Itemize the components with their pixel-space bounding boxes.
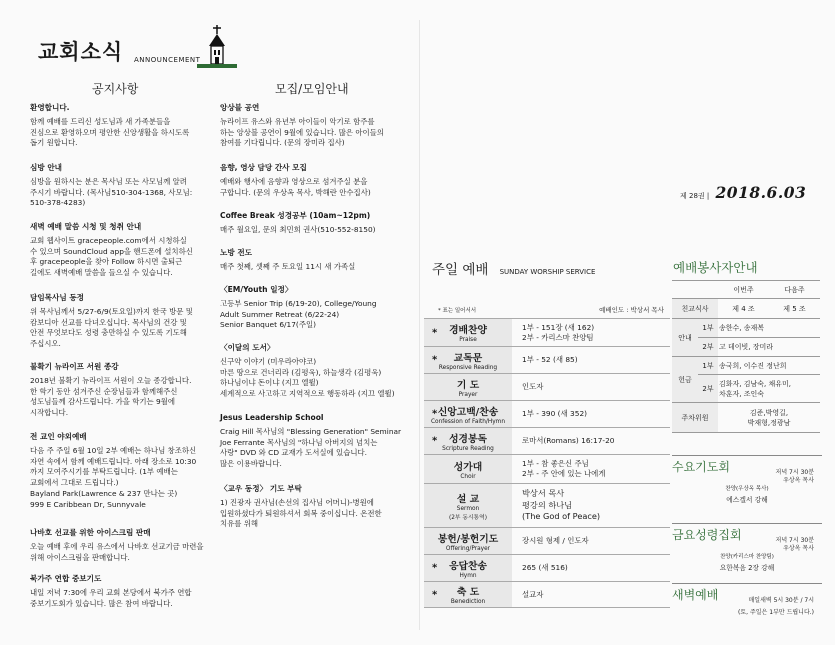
notice-body: 1) 진광자 권사님(손선의 집사님 어머니)-병원에 입원하셨다가 퇴원하셔서 회복 중이십니다. 온전한 치유를 위해 — [220, 497, 382, 529]
order-item-name — [424, 455, 512, 483]
order-item-english: Praise — [459, 337, 477, 343]
notice-body: 내일 저녁 7:30에 우리 교회 본당에서 북가주 연합 중보기도회가 있습니다. 많은 참여 바랍니다. — [30, 587, 192, 608]
notice-title: 전 교인 야외예배 — [30, 432, 87, 441]
order-row-scripture — [424, 427, 670, 454]
notice-body: 예배와 행사에 음향과 영상으로 섬겨주실 분을 구합니다. (문의 우상옥 목사, 박해란 안수집사) — [220, 176, 371, 197]
service-note: (토, 주일은 1부만 드립니다.) — [738, 609, 814, 616]
fellowship-this: 제 4 조 — [718, 299, 769, 319]
table-row — [672, 319, 820, 338]
notice-body: 매주 첫째, 셋째 주 토요일 11시 새 가족실 — [220, 261, 356, 271]
order-item-detail: 박상서 목사 평강의 하나님 (The God of Peace) — [522, 488, 601, 522]
service-name: 새벽예배 — [672, 588, 719, 602]
order-item-english: Choir — [460, 473, 476, 480]
order-item-english: Sermon (2부 동시통역) — [448, 505, 488, 521]
order-item-detail: 장시원 형제 / 인도자 — [522, 536, 589, 545]
worship-subtitle: SUNDAY WORSHIP SERVICE — [499, 268, 596, 276]
notice-body: 매주 월요일, 문의 최민희 권사(510-552-8150) — [220, 224, 376, 234]
notice-title: 심방 안내 — [30, 163, 62, 172]
wednesday-prayer — [672, 455, 822, 506]
worship-order — [424, 318, 670, 608]
recruit-em-youth — [220, 285, 410, 331]
order-row-benediction — [424, 581, 670, 608]
standing-note: * 표는 일어서서 — [438, 308, 477, 314]
order-item-korean: 성가대 — [453, 461, 483, 473]
usher-1-names: 송한수, 송재복 — [718, 319, 820, 338]
offering-2-label: 2부 — [698, 375, 718, 403]
parking-label: 주차위원 — [672, 403, 718, 433]
notice-body: 신구약 이야기 (미우라아야코) 마른 땅으로 건너리라 (김평욱), 하늘생각 (김평욱) 하나님이냐 돈이냐 (지끄 엘륄) 세계적으로 사고하고 지역적으로 행동하라 (지끄 엘륄) — [220, 356, 395, 399]
notice-visitation — [30, 163, 210, 209]
recruit-heading: 모집/모임안내 — [275, 82, 349, 96]
notice-title: 음향, 영상 담당 간사 모집 — [220, 163, 307, 172]
order-item-name — [424, 374, 512, 400]
divider-line — [672, 455, 822, 456]
service-time: 저녁 7시 30분 — [775, 537, 814, 544]
parking-names: 김준,박영길, 박재형,정광남 — [718, 403, 820, 433]
order-item-detail: 로마서(Romans) 16:17-20 — [522, 436, 615, 445]
worship-order-header — [438, 306, 664, 314]
order-row-prayer — [424, 373, 670, 400]
order-item-korean: 경배찬양 — [449, 325, 487, 336]
table-cell — [672, 281, 718, 299]
volunteers-table — [672, 280, 820, 433]
notice-title: 〈이달의 도서〉 — [220, 343, 275, 352]
order-item-detail: 1부 - 151장 (새 162) 2부 - 카리스마 찬양팀 — [522, 322, 595, 342]
recruit-books — [220, 343, 410, 400]
order-item-name — [424, 528, 512, 554]
service-preach — [672, 484, 822, 506]
order-row-confession — [424, 400, 670, 427]
service-speaker: 우상옥 목사 — [783, 545, 814, 552]
notice-title: 환영합니다. — [30, 103, 70, 112]
notice-icecream — [30, 528, 210, 563]
notice-pastor-news — [30, 293, 210, 350]
notice-body: 함께 예배를 드리신 성도님과 새 가족분들을 진심으로 환영하오며 평안한 신앙생활을 하시도록 돕기 원합니다. — [30, 116, 190, 148]
notice-welcome — [30, 103, 210, 149]
service-speaker: 우상옥 목사 — [783, 477, 814, 484]
notice-body: 고등부 Senior Trip (6/19-20), College/Young Adult Summer Retreat (6/22-24) Senior Banquet 6/17(주일) — [220, 298, 377, 330]
volunteers-title: 예배봉사자안내 — [673, 260, 758, 275]
standing-mark: * — [432, 408, 438, 420]
notice-body: 심방을 원하시는 분은 목사님 또는 사모님께 알려 주시기 바랍니다. (목사님510-304-1368, 사모님: 510-378-4283) — [30, 176, 193, 208]
recruit-evangelism — [220, 248, 410, 273]
order-item-english: Benediction — [450, 599, 486, 605]
table-row — [672, 357, 820, 375]
notice-title: Coffee Break 성경공부 (10am~12pm) — [220, 211, 371, 220]
order-row-responsive-reading — [424, 346, 670, 373]
order-row-hymn — [424, 554, 670, 581]
recruit-leadership-school — [220, 413, 410, 470]
notice-body: 뉴라이프 유스와 유년부 아이들이 악기로 함주를 하는 앙상블 공연이 9월에 있습니다. 많은 아이들의 참여를 기다립니다. (문의 장미라 집사) — [220, 116, 384, 148]
notice-body: Craig Hill 목사님의 "Blessing Generation" Seminar Joe Ferrante 목사님의 "하나님 아버지의 넘치는 사랑" DVD 와 CD 교재가 도서실에 있습니다. 많은 이용바랍니다. — [220, 426, 402, 469]
notice-title: 〈EM/Youth 일정〉 — [220, 285, 293, 294]
order-item-korean: 봉헌/봉헌기도 — [437, 533, 499, 545]
notice-body: 오늘 예배 후에 우리 유스에서 나바호 선교기금 마련을 위해 아이스크림을 판매합니다. — [30, 541, 204, 562]
order-item-korean: 축 도 — [456, 587, 480, 598]
order-item-english: Offering/Prayer — [445, 545, 491, 552]
order-item-english: Confession of Faith/Hymn — [431, 418, 505, 425]
order-item-detail: 인도자 — [522, 382, 544, 391]
table-row — [672, 299, 820, 319]
order-item-english: Hymn — [459, 572, 477, 579]
offering-1-label: 1부 — [698, 357, 718, 375]
usher-2-label: 2부 — [698, 338, 718, 357]
notice-title: 불확기 뉴라이프 서원 종강 — [30, 362, 119, 371]
friday-service — [672, 523, 822, 574]
order-row-praise — [424, 318, 670, 346]
notice-body: 위 목사님께서 5/27-6/9(토요일)까지 한국 방문 및 캄보디아 선교를 다녀오십니다. 목사님의 건강 및 안전 무엇보다도 성령 충만하실 수 있도록 기도해 주십시오. — [30, 306, 193, 349]
notice-body: 2018년 불확기 뉴라이프 서원이 오늘 종강합니다. 한 학기 동안 섬겨주신 순장님들과 함께해주신 성도님들께 감사드립니다. 가을 학기는 9월에 시작합니다. — [30, 375, 192, 418]
standing-mark: * — [432, 435, 438, 447]
issue-volume: 제 28권 — [680, 192, 705, 200]
service-time: 매일새벽 5시 30분 / 7시 — [748, 597, 814, 604]
church-icon — [197, 24, 237, 70]
issue-separator: | — [706, 192, 712, 200]
order-item-detail: 265 (새 516) — [522, 563, 568, 572]
worship-leader: 예배인도 : 박상서 목사 — [599, 306, 664, 314]
service-name: 금요성령집회 — [672, 528, 742, 542]
recruit-coffee-break — [220, 211, 410, 236]
preach-title: 요한복음 2장 강해 — [719, 564, 775, 572]
order-item-english: Responsive Reading — [438, 364, 498, 371]
notice-title: 새벽 예배 말씀 시청 및 청취 안내 — [30, 222, 142, 231]
dawn-service — [672, 583, 822, 616]
notice-outdoor-worship — [30, 432, 210, 511]
page-subtitle: ANNOUNCEMENT — [134, 56, 201, 64]
order-item-korean: 응답찬송 — [449, 560, 487, 572]
page-title: 교회소식 — [38, 40, 124, 64]
notice-title: 노방 전도 — [220, 248, 252, 257]
notice-prayer-meeting — [30, 574, 210, 609]
usher-label: 안내 — [672, 319, 698, 357]
standing-mark: * — [432, 354, 438, 366]
recruit-av-staff — [220, 163, 410, 198]
preach-speaker: 찬양(카리스마 찬양팀) — [720, 554, 774, 560]
notice-body: 다음 주 주일 6월 10일 2부 예배는 하나님 창조하신 자연 속에서 함께 예배드립니다. 아래 장소로 10:30 까지 모여주시기를 부탁드립니다. (1부 예배는 교회에서 그대로 드립니다.) Bayland Park(Lawrence & 237 만나는 곳) 999 E Caribbean Dr, Sunnyvale — [30, 445, 197, 509]
preach-title: 에스겔서 강해 — [726, 496, 768, 504]
offering-label: 헌금 — [672, 357, 698, 403]
order-row-choir — [424, 454, 670, 483]
order-item-detail: 1부 - 참 좋은신 주님 2부 - 주 안에 있는 나에게 — [522, 459, 606, 478]
order-item-name — [424, 484, 512, 527]
offering-2-names: 김화자, 김남숙, 채유미, 차훈자, 조인숙 — [718, 375, 820, 403]
order-item-korean: 설 교 — [456, 493, 480, 505]
service-name: 수요기도회 — [672, 460, 730, 474]
service-preach — [672, 552, 822, 574]
notice-title: 담임목사님 동정 — [30, 293, 84, 302]
notice-title: 북가주 연합 중보기도 — [30, 574, 102, 583]
order-item-detail: 1부 - 390 (새 352) — [522, 409, 588, 418]
order-item-korean: 기 도 — [456, 379, 480, 391]
order-item-korean: 신앙고백/찬송 — [437, 406, 499, 418]
divider-line — [672, 523, 822, 524]
order-item-english: Scripture Reading — [442, 445, 494, 452]
standing-mark: * — [432, 562, 438, 574]
order-item-detail: 1부 - 52 (새 85) — [522, 355, 578, 364]
table-row — [672, 403, 820, 433]
notices-heading: 공지사항 — [92, 82, 139, 96]
table-row — [672, 281, 820, 299]
divider-line — [672, 583, 822, 584]
standing-mark: * — [432, 327, 438, 338]
standing-mark: * — [432, 589, 438, 600]
order-item-korean: 교독문 — [453, 352, 483, 364]
order-item-detail: 설교자 — [522, 589, 544, 599]
issue-date: 2018.6.03 — [715, 183, 807, 202]
order-row-sermon — [424, 483, 670, 527]
notice-title: Jesus Leadership School — [220, 413, 324, 422]
notice-title: 〈교우 동정〉 기도 부탁 — [220, 484, 302, 493]
col-this-week: 이번주 — [718, 281, 769, 299]
fellowship-next: 제 5 조 — [769, 299, 820, 319]
notice-title: 나바호 선교를 위한 아이스크림 판매 — [30, 528, 151, 537]
col-next-week: 다음주 — [769, 281, 820, 299]
order-item-korean: 성경봉독 — [449, 433, 487, 445]
recruit-ensemble — [220, 103, 410, 149]
notice-title: 앙상블 공연 — [220, 103, 260, 112]
usher-1-label: 1부 — [698, 319, 718, 338]
usher-2-names: 고 데이빗, 장미라 — [718, 338, 820, 357]
order-item-english: Prayer — [458, 391, 478, 398]
issue-line — [680, 183, 806, 202]
notice-dawn-service — [30, 222, 210, 279]
service-time: 저녁 7시 30분 — [775, 469, 814, 476]
notice-newlife-closing — [30, 362, 210, 419]
fellowship-label: 친교식사 — [672, 299, 718, 319]
notice-body: 교회 웹사이트 gracepeople.com에서 시청하실 수 있으며 SoundCloud app을 핸드폰에 설치하신 후 gracepeople을 찾아 Follow 하시면 출퇴근 길에도 새벽예배 말씀을 들으실 수 있습니다. — [30, 235, 193, 278]
order-row-offering — [424, 527, 670, 554]
preach-speaker: 찬양(우상옥 목사) — [725, 486, 769, 492]
worship-title: 주일 예배 — [432, 262, 489, 278]
recruit-prayer-request — [220, 484, 410, 530]
page-fold — [419, 20, 420, 630]
offering-1-names: 송국희, 이수진 정난희 — [718, 357, 820, 375]
worship-heading — [432, 258, 595, 278]
